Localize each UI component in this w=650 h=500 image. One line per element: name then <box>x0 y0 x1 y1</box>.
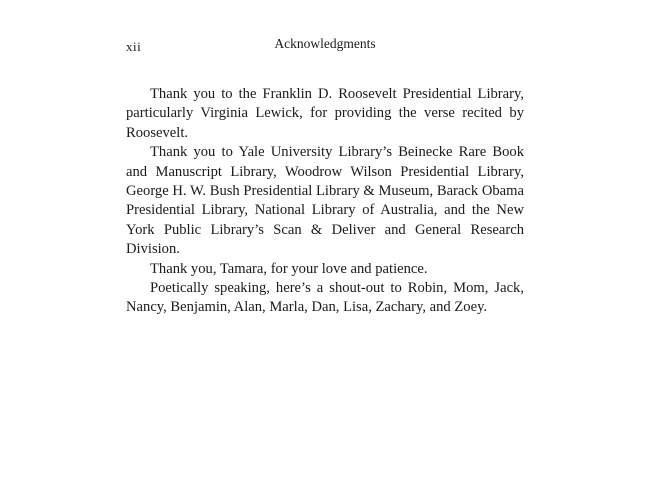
body-text <box>126 85 524 318</box>
paragraph-shout-out: Poetically speaking, here’s a shout-out to Robin, Mom, Jack, Nancy, Benjamin, Alan, Marla, Dan, Lisa, Zachary, and Zoey. <box>126 280 524 316</box>
page-header <box>0 36 650 56</box>
paragraph-roosevelt-library: Thank you to the Franklin D. Roosevelt Presidential Library, particularly Virginia Lewick, for providing the verse recited by Roosevelt. <box>126 86 524 141</box>
running-title: Acknowledgments <box>274 36 376 51</box>
paragraph-tamara: Thank you, Tamara, for your love and patience. <box>150 260 428 277</box>
paragraph-libraries: Thank you to Yale University Library’s Beinecke Rare Book and Manuscript Library, Woodrow Wilson Presidential Library, George H. W. Bush Presidential Library & Museum, Barack Obama Presidential Library, National Library of Australia, and the New York Public Library’s Scan & Deliver and General Research Division. <box>126 144 524 258</box>
page-number: xii <box>126 39 142 54</box>
